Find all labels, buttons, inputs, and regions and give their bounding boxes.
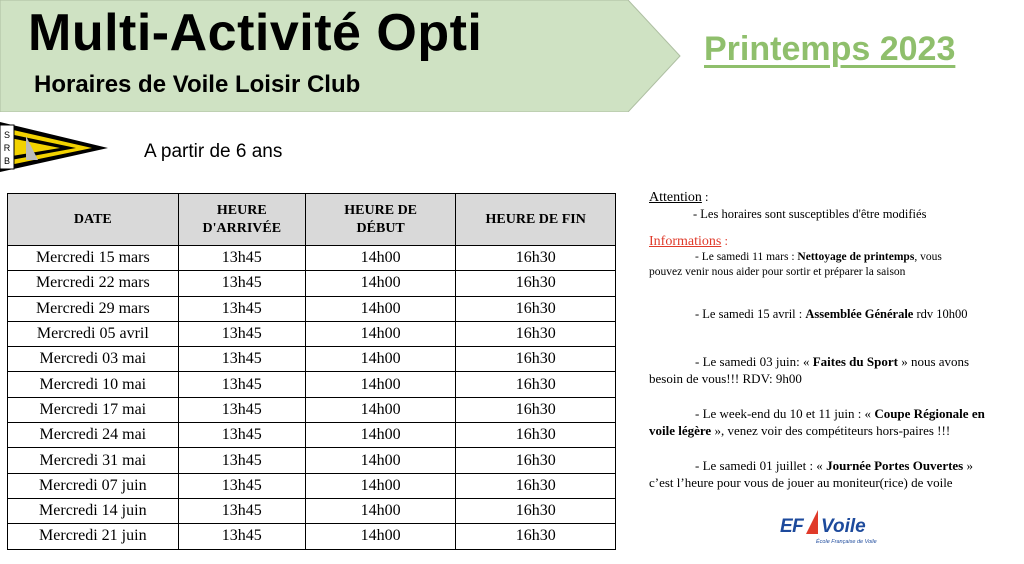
info-item-cleaning: - Le samedi 11 mars : Nettoyage de printemps, vous — [695, 251, 942, 263]
informations-title: Informations — [649, 234, 722, 249]
cell-date: Mercredi 10 mai — [8, 372, 179, 397]
column-header-arrival: HEURE D'ARRIVÉE — [178, 194, 305, 246]
cell-date: Mercredi 05 avril — [8, 321, 179, 346]
cell-start: 14h00 — [305, 296, 455, 321]
cell-date: Mercredi 29 mars — [8, 296, 179, 321]
cell-start: 14h00 — [305, 246, 455, 271]
column-header-end: HEURE DE FIN — [456, 194, 616, 246]
flag-letter: R — [3, 143, 11, 153]
logo-sail-icon — [806, 510, 820, 536]
table-row — [8, 372, 616, 397]
attention-title: Attention — [649, 190, 702, 205]
cell-end: 16h30 — [456, 321, 616, 346]
table-row — [8, 524, 616, 549]
cell-arrival: 13h45 — [178, 423, 305, 448]
header-banner — [0, 0, 682, 112]
cell-end: 16h30 — [456, 524, 616, 549]
page-subtitle: Horaires de Voile Loisir Club — [34, 71, 361, 98]
info-item-regional-cup: - Le week-end du 10 et 11 juin : « Coupe Régionale en — [695, 406, 985, 421]
table-row — [8, 448, 616, 473]
cell-start: 14h00 — [305, 524, 455, 549]
attention-item: - Les horaires sont susceptibles d'être modifiés — [693, 207, 927, 221]
cell-arrival: 13h45 — [178, 473, 305, 498]
age-note: A partir de 6 ans — [144, 141, 283, 162]
cell-end: 16h30 — [456, 498, 616, 523]
cell-start: 14h00 — [305, 448, 455, 473]
cell-arrival: 13h45 — [178, 271, 305, 296]
cell-date: Mercredi 22 mars — [8, 271, 179, 296]
cell-end: 16h30 — [456, 372, 616, 397]
notes-panel: Attention : - Les horaires sont susceptibles d'être modifiés Informations : - Le samedi 11 mars : Nettoyage de printemps, vous pouvez venir nous aider pour sortir et préparer la saison - Le samedi 15 avril : Assemblée Générale rdv 10h00 - Le samedi 03 juin: « Faites du Sport » nous avons besoin de vous!!! RDV: 9h00 - Le week-end du 10 et 11 juin : « Coupe Régionale en voile légère », venez voir des compétiteurs hors-paires !!! - Le samedi 01 juillet : « Journée Portes Ouvertes » c’est l’heure pour vous de jouer au moniteur(rice) de voile — [649, 189, 1024, 491]
info-item-open-day-cont: c’est l’heure pour vous de jouer au moniteur(rice) de voile — [649, 475, 953, 490]
cell-start: 14h00 — [305, 423, 455, 448]
table-row — [8, 271, 616, 296]
info-item-sport-day: - Le samedi 03 juin: « Faites du Sport » nous avons — [695, 354, 970, 369]
cell-end: 16h30 — [456, 448, 616, 473]
schedule-table — [7, 193, 616, 550]
cell-arrival: 13h45 — [178, 372, 305, 397]
flag-letter: B — [3, 156, 11, 166]
cell-end: 16h30 — [456, 296, 616, 321]
cell-start: 14h00 — [305, 321, 455, 346]
cell-date: Mercredi 03 mai — [8, 347, 179, 372]
cell-date: Mercredi 17 mai — [8, 397, 179, 422]
table-row — [8, 246, 616, 271]
flag-letter: S — [3, 130, 11, 140]
season-label: Printemps 2023 — [704, 30, 956, 68]
table-row — [8, 321, 616, 346]
info-item-cleaning-cont: pouvez venir nous aider pour sortir et préparer la saison — [649, 266, 906, 278]
cell-date: Mercredi 24 mai — [8, 423, 179, 448]
cell-arrival: 13h45 — [178, 524, 305, 549]
cell-start: 14h00 — [305, 372, 455, 397]
cell-arrival: 13h45 — [178, 498, 305, 523]
cell-arrival: 13h45 — [178, 246, 305, 271]
table-header-row — [8, 194, 616, 246]
cell-date: Mercredi 21 juin — [8, 524, 179, 549]
logo-voile-text: Voile — [821, 516, 866, 537]
page-title: Multi-Activité Opti — [28, 4, 483, 62]
column-header-start: HEURE DE DÉBUT — [305, 194, 455, 246]
cell-end: 16h30 — [456, 246, 616, 271]
cell-date: Mercredi 15 mars — [8, 246, 179, 271]
table-row — [8, 347, 616, 372]
cell-arrival: 13h45 — [178, 347, 305, 372]
table-row — [8, 498, 616, 523]
info-item-general-assembly: - Le samedi 15 avril : Assemblée Générale rdv 10h00 — [695, 307, 968, 321]
cell-date: Mercredi 31 mai — [8, 448, 179, 473]
table-row — [8, 296, 616, 321]
info-item-regional-cup-cont: voile légère », venez voir des compétiteurs hors-paires !!! — [649, 423, 951, 438]
efvoile-logo — [780, 514, 900, 554]
cell-end: 16h30 — [456, 473, 616, 498]
info-item-open-day: - Le samedi 01 juillet : « Journée Portes Ouvertes » — [695, 458, 973, 473]
cell-start: 14h00 — [305, 498, 455, 523]
column-header-date: DATE — [8, 194, 179, 246]
table-row — [8, 473, 616, 498]
cell-end: 16h30 — [456, 423, 616, 448]
logo-ef-text: EF — [780, 516, 804, 537]
table-row — [8, 397, 616, 422]
cell-arrival: 13h45 — [178, 296, 305, 321]
table-row — [8, 423, 616, 448]
cell-end: 16h30 — [456, 271, 616, 296]
cell-arrival: 13h45 — [178, 448, 305, 473]
cell-date: Mercredi 14 juin — [8, 498, 179, 523]
club-flag-icon — [0, 122, 110, 172]
cell-end: 16h30 — [456, 397, 616, 422]
cell-start: 14h00 — [305, 271, 455, 296]
cell-start: 14h00 — [305, 347, 455, 372]
cell-arrival: 13h45 — [178, 397, 305, 422]
cell-start: 14h00 — [305, 397, 455, 422]
info-item-sport-day-cont: besoin de vous!!! RDV: 9h00 — [649, 371, 802, 386]
cell-start: 14h00 — [305, 473, 455, 498]
cell-end: 16h30 — [456, 347, 616, 372]
logo-tagline: École Française de Voile — [816, 539, 877, 545]
cell-date: Mercredi 07 juin — [8, 473, 179, 498]
cell-arrival: 13h45 — [178, 321, 305, 346]
